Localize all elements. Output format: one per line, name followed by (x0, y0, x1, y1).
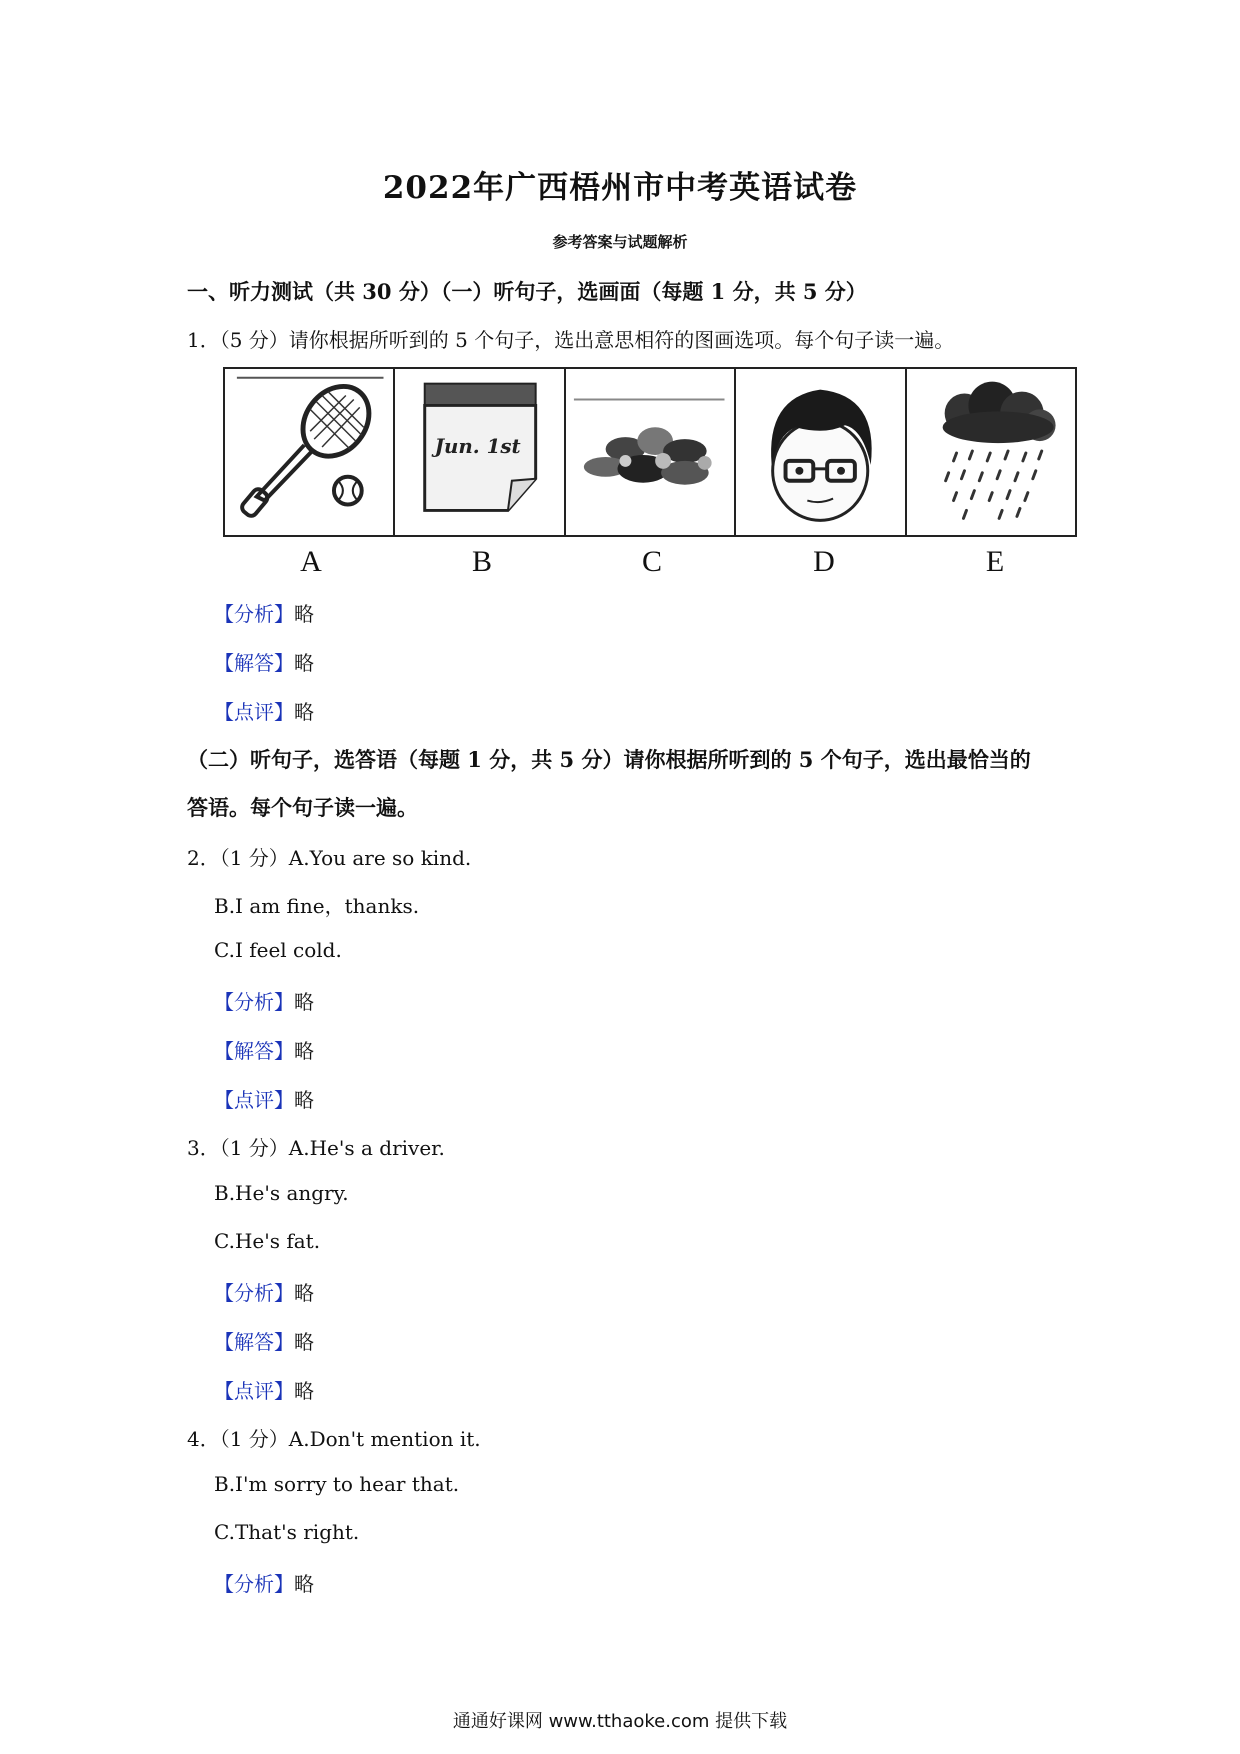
page-subtitle: 参考答案与试题解析 (552, 233, 688, 251)
question-3-stem: 3．（1 分）A.He's a driver. (187, 1136, 445, 1160)
question-4-option-b: B.I'm sorry to hear that. (214, 1472, 460, 1496)
picture-c (566, 369, 736, 535)
picture-d (736, 369, 906, 535)
food-pile-icon (566, 369, 734, 535)
page-title: 2022年广西梧州市中考英语试卷 (382, 170, 858, 206)
q4-analysis: 【分析】略 (214, 1572, 314, 1596)
question-3-option-c: C.He's fat. (214, 1229, 321, 1253)
option-letter-a: A (300, 545, 322, 578)
q1-analysis: 【分析】略 (214, 602, 314, 626)
q2-answer: 【解答】略 (214, 1039, 314, 1063)
picture-a (225, 369, 395, 535)
rain-cloud-icon (907, 369, 1075, 535)
question-2-stem: 2．（1 分）A.You are so kind. (187, 846, 472, 870)
tennis-racket-ball-icon (225, 369, 393, 535)
section-heading-responses: （二）听句子，选答语（每题 1 分，共 5 分）请你根据所听到的 5 个句子，选出最恰当的 (187, 747, 1031, 772)
option-letter-b: B (471, 545, 492, 578)
q2-analysis: 【分析】略 (214, 990, 314, 1014)
option-letter-e: E (985, 545, 1005, 578)
question-4-stem: 4．（1 分）A.Don't mention it. (187, 1427, 481, 1451)
boy-with-glasses-icon (736, 369, 904, 535)
option-letter-c: C (641, 545, 662, 578)
page-footer: 通通好课网 www.tthaoke.com 提供下载 (452, 1711, 788, 1732)
section-heading-responses-cont: 答语。每个句子读一遍。 (187, 795, 418, 820)
question-2-option-c: C.I feel cold. (214, 938, 342, 962)
question-4-option-c: C.That's right. (214, 1520, 360, 1544)
picture-options-row (223, 367, 1077, 537)
option-letter-d: D (813, 545, 835, 578)
picture-e (907, 369, 1075, 535)
q1-comment: 【点评】略 (214, 700, 314, 724)
question-1-stem: 1．（5 分）请你根据所听到的 5 个句子，选出意思相符的图画选项。每个句子读一遍。 (187, 328, 955, 352)
q3-comment: 【点评】略 (214, 1379, 314, 1403)
q1-answer: 【解答】略 (214, 651, 314, 675)
calendar-jun-1st-icon (395, 369, 563, 535)
q3-answer: 【解答】略 (214, 1330, 314, 1354)
q2-comment: 【点评】略 (214, 1088, 314, 1112)
section-heading-listening: 一、听力测试（共 30 分）（一）听句子，选画面（每题 1 分，共 5 分） (187, 279, 867, 304)
question-2-option-b: B.I am fine，thanks. (214, 894, 420, 918)
q3-analysis: 【分析】略 (214, 1281, 314, 1305)
question-3-option-b: B.He's angry. (214, 1181, 349, 1205)
picture-b (395, 369, 565, 535)
svg-text:Jun. 1st: Jun. 1st (435, 433, 522, 458)
